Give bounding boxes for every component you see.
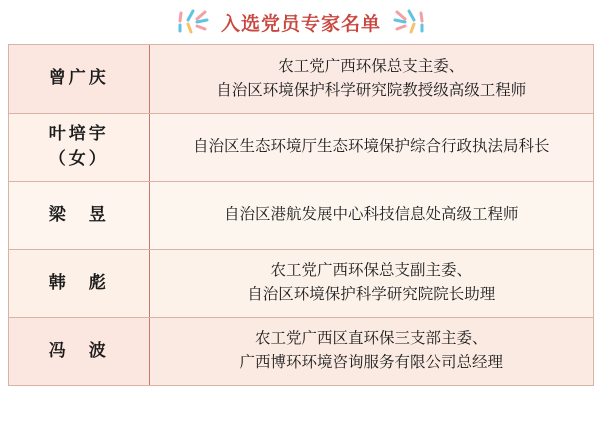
- member-name-line: 冯 波: [48, 340, 109, 360]
- page-title-row: [0, 0, 602, 44]
- member-name-line: 梁 昱: [48, 204, 109, 224]
- burst-right-icon: [391, 9, 431, 35]
- member-name-line: 曾广庆: [48, 68, 109, 88]
- roster-table-container: [8, 44, 594, 386]
- page-title: 入选党员专家名单: [220, 13, 381, 35]
- burst-left-icon: [171, 9, 211, 35]
- member-title-cell: [149, 249, 593, 317]
- member-title-line: 自治区环境保护科学研究院教授级高级工程师: [216, 81, 527, 99]
- table-row: [9, 45, 593, 113]
- member-title-line: 农工党广西环保总支主委、: [278, 57, 465, 75]
- roster-table: [9, 45, 593, 386]
- member-name-cell: [9, 249, 149, 317]
- member-name-cell: [9, 317, 149, 385]
- member-name-line: 韩 彪: [48, 272, 109, 292]
- member-title-cell: [149, 317, 593, 385]
- member-title-line: 自治区环境保护科学研究院院长助理: [247, 286, 496, 303]
- member-title-line: 农工党广西区直环保三支部主委、: [254, 329, 488, 347]
- member-title-line: 自治区港航发展中心科技信息处高级工程师: [223, 205, 519, 223]
- member-title-line: 广西博环环境咨询服务有限公司总经理: [239, 354, 503, 371]
- table-row: [9, 249, 593, 317]
- member-name-cell: [9, 113, 149, 181]
- member-title-line: 自治区生态环境厅生态环境保护综合行政执法局科长: [192, 137, 550, 155]
- member-name-cell: [9, 45, 149, 113]
- member-title-cell: [149, 45, 593, 113]
- table-row: [9, 181, 593, 249]
- table-row: [9, 317, 593, 385]
- member-title-cell: [149, 181, 593, 249]
- member-name-line: 叶培宇: [48, 124, 109, 144]
- member-title-cell: [149, 113, 593, 181]
- member-name-cell: [9, 181, 149, 249]
- table-row: [9, 113, 593, 181]
- member-title-line: 农工党广西环保总支副主委、: [270, 261, 472, 279]
- member-name-note: （女）: [48, 149, 109, 168]
